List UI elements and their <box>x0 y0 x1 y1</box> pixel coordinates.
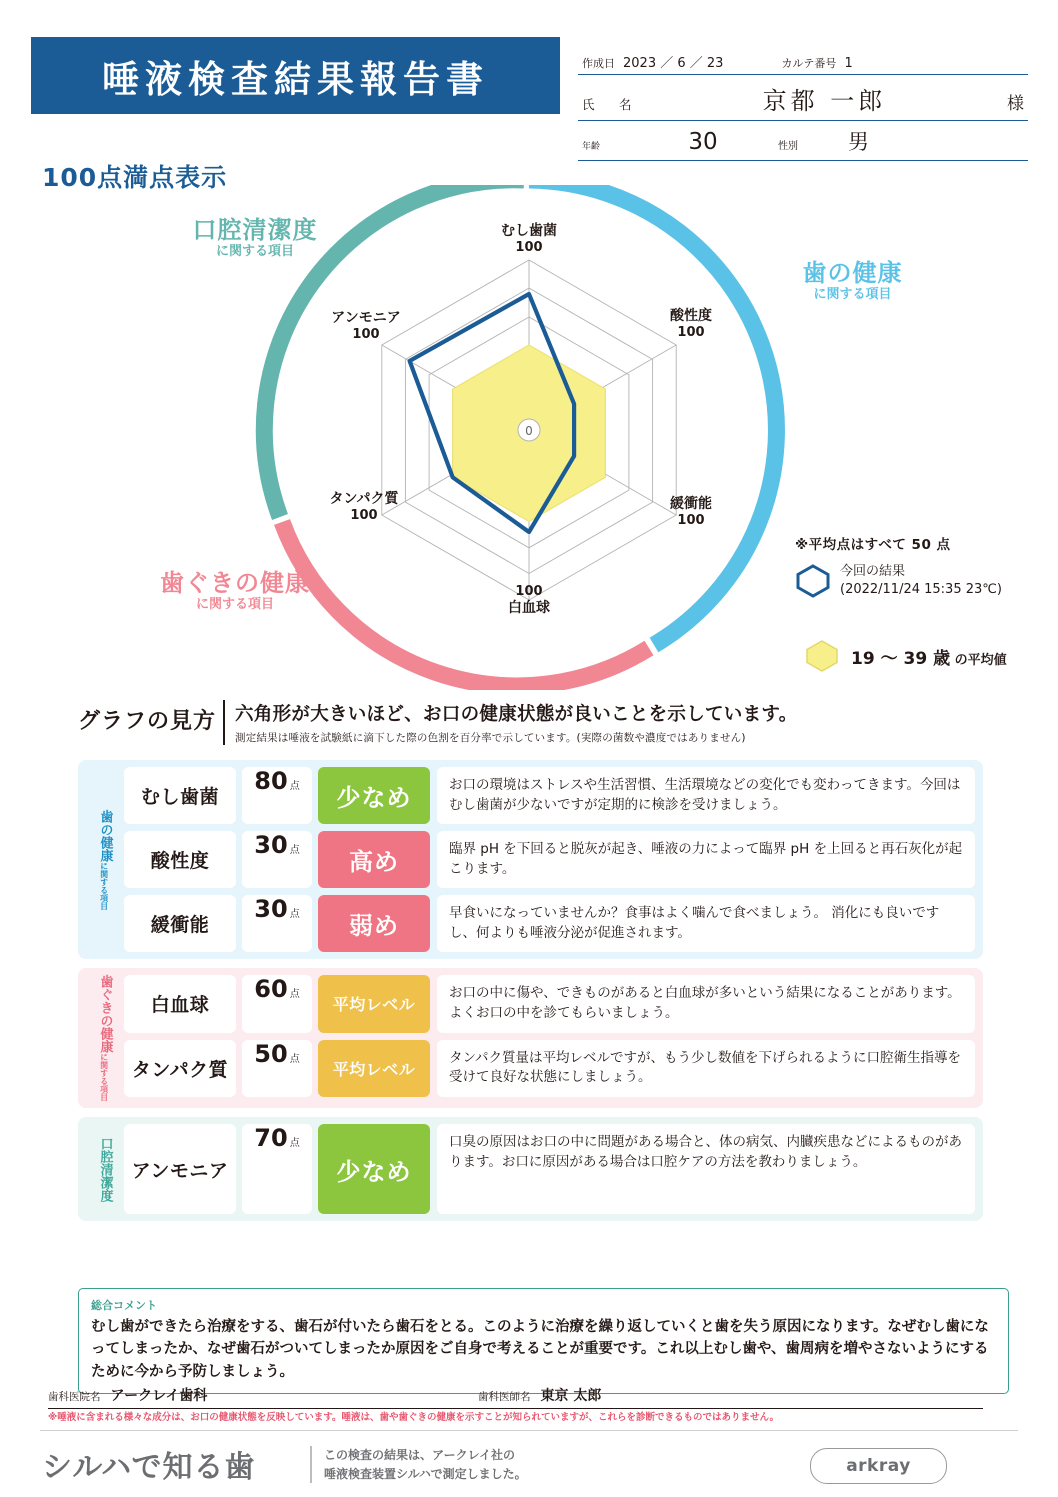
result-item-name: 緩衝能 <box>124 895 236 952</box>
group-label-gum-sub: に関する項目 <box>99 1053 109 1102</box>
result-group-oral <box>78 1117 983 1221</box>
result-judgement-badge <box>318 895 430 952</box>
legend-current-date: (2022/11/24 15:35 23℃) <box>840 581 1002 597</box>
svg-text:アンモニア: アンモニア <box>331 310 401 326</box>
footer-desc-line2: 唾液検査装置シルハで測定しました。 <box>324 1466 527 1481</box>
page-title: 唾液検査結果報告書 <box>102 57 489 101</box>
category-label-gum <box>115 570 355 613</box>
result-score-value: 70 <box>254 1124 288 1153</box>
result-item-name: アンモニア <box>124 1124 236 1214</box>
radar-chart-area <box>0 185 1058 690</box>
result-score <box>242 975 312 1032</box>
group-label-teeth-text: 歯の健康 <box>97 809 113 862</box>
result-score-value: 30 <box>254 895 288 924</box>
result-score <box>242 767 312 824</box>
result-judgement-badge <box>318 975 430 1032</box>
group-label-teeth-sub: に関する項目 <box>99 861 109 910</box>
svg-text:100: 100 <box>350 508 378 523</box>
result-judgement-badge <box>318 831 430 888</box>
svg-text:酸性度: 酸性度 <box>670 308 712 324</box>
sex-value: 男 <box>848 130 869 154</box>
name-label: 氏 名 <box>582 97 638 112</box>
disclaimer-text: ※唾液に含まれる様々な成分は、お口の健康状態を反映しています。唾液は、歯や歯ぐきの健康を示すことが知られていますが、これらを診断できるものではありません。 <box>48 1412 780 1423</box>
name-honorific: 様 <box>1007 94 1024 114</box>
how-to-read-line1: 六角形が大きいほど、お口の健康状態が良いことを示しています。 <box>235 704 798 725</box>
chart-no-label: カルテ番号 <box>781 57 837 70</box>
result-item-name: むし歯菌 <box>124 767 236 824</box>
group-label-oral-text: 口腔清潔度 <box>97 1136 113 1202</box>
how-to-read-title: グラフの見方 <box>78 709 217 734</box>
result-score-unit: 点 <box>289 781 300 792</box>
svg-text:100: 100 <box>352 327 380 342</box>
result-row <box>124 1124 975 1214</box>
how-to-read-section <box>78 700 983 745</box>
general-comment-text: むし歯ができたら治療をする、歯石が付いたら歯石をとる。このように治療を繰り返していくと歯を失う原因になります。なぜむし歯になってしまったか、なぜ歯石がついてしまったか原因をご自身で考えることが重要です。これ以上むし歯や、歯周病を増やさないようにするために今から予防しましょう。 <box>91 1319 989 1380</box>
group-label-teeth <box>84 767 124 952</box>
category-label-oral <box>150 217 360 260</box>
patient-header <box>578 52 1028 161</box>
footer-description <box>310 1446 527 1483</box>
result-score-value: 60 <box>254 975 288 1004</box>
result-score-unit: 点 <box>289 1053 300 1065</box>
header-meta-row <box>578 52 1028 71</box>
result-row <box>124 895 975 952</box>
created-date-label: 作成日 <box>582 57 615 70</box>
scale-note: 100点満点表示 <box>42 163 228 192</box>
result-judgement-badge <box>318 1124 430 1214</box>
clinic-name-value: アークレイ歯科 <box>110 1388 208 1404</box>
result-score <box>242 831 312 888</box>
svg-text:100: 100 <box>515 240 543 255</box>
clinic-signature-row <box>48 1385 983 1409</box>
created-date-value: 2023 ／ 6 ／ 23 <box>623 56 724 71</box>
result-comment: お口の中に傷や、できものがあると白血球が多いという結果になることがあります。よくお口の中を診てもらいましょう。 <box>437 975 975 1032</box>
svg-text:100: 100 <box>515 584 543 599</box>
result-score <box>242 1040 312 1097</box>
result-judgement-text: 少なめ <box>336 784 412 813</box>
result-comment: タンパク質量は平均レベルですが、もう少し数値を下げられるように口腔衛生指導を受けて良好な状態にしましょう。 <box>437 1040 975 1097</box>
category-oral-title: 口腔清潔度 <box>192 216 318 244</box>
result-comment: 早食いになっていませんか？食事はよく噛んで食べましょう。 消化にも良いですし、何よりも唾液分泌が促進されます。 <box>437 895 975 952</box>
result-item-name: 酸性度 <box>124 831 236 888</box>
result-judgement-text: 少なめ <box>336 1157 412 1186</box>
svg-text:緩衝能: 緩衝能 <box>670 496 712 512</box>
result-score-value: 50 <box>254 1039 288 1068</box>
category-oral-subtitle: に関する項目 <box>215 243 294 259</box>
result-score-value: 80 <box>254 767 288 795</box>
result-comment: 臨界 pH を下回ると脱灰が起き、唾液の力によって臨界 pH を上回ると再石灰化が起こります。 <box>437 831 975 888</box>
legend-avg-suffix: の平均値 <box>950 652 1007 668</box>
patient-attributes-row <box>578 121 1028 160</box>
result-judgement-text: 平均レベル <box>332 1059 416 1079</box>
result-group-teeth <box>78 760 983 959</box>
chart-legend-average <box>805 640 1007 672</box>
legend-avg-range: 19 ～ 39 歳 <box>851 648 951 669</box>
svg-text:100: 100 <box>677 513 705 528</box>
svg-text:むし歯菌: むし歯菌 <box>501 223 557 239</box>
result-judgement-text: 弱め <box>349 912 399 941</box>
category-gum-subtitle: に関する項目 <box>195 596 274 612</box>
result-score <box>242 895 312 952</box>
patient-name: 京都 一郎 <box>762 87 887 115</box>
result-judgement-badge <box>318 767 430 824</box>
result-row <box>124 767 975 824</box>
hexagon-filled-icon <box>805 640 839 672</box>
result-group-gum <box>78 968 983 1108</box>
category-teeth-title: 歯の健康 <box>802 259 903 287</box>
footer-desc-line1: この検査の結果は、アークレイ社の <box>324 1448 516 1462</box>
result-comment: お口の環境はストレスや生活習慣、生活環境などの変化でも変わってきます。今回はむし歯菌が少ないですが定期的に検診を受けましょう。 <box>437 767 975 824</box>
result-row <box>124 831 975 888</box>
page-footer <box>0 1430 1058 1497</box>
result-comment: 口臭の原因はお口の中に問題がある場合と、体の病気、内臓疾患などによるものがあります。お口に原因がある場合は口腔ケアの方法を教わりましょう。 <box>437 1124 975 1214</box>
result-item-name: 白血球 <box>124 975 236 1032</box>
footer-brand: シルハで知る歯 <box>42 1450 256 1485</box>
general-comment-label: 総合コメント <box>91 1299 157 1312</box>
result-item-name: タンパク質 <box>124 1040 236 1097</box>
group-label-oral <box>84 1124 124 1214</box>
report-title-box <box>31 37 560 114</box>
results-section <box>78 760 983 1230</box>
group-label-gum-text: 歯ぐきの健康 <box>97 975 113 1054</box>
result-row <box>124 975 975 1032</box>
result-judgement-badge <box>318 1040 430 1097</box>
result-score-unit: 点 <box>289 989 300 1001</box>
clinic-name-label: 歯科医院名 <box>48 1391 101 1403</box>
svg-text:タンパク質: タンパク質 <box>329 491 399 507</box>
result-score-unit: 点 <box>289 845 300 857</box>
hexagon-outline-icon <box>795 564 831 598</box>
category-label-teeth <box>745 260 960 303</box>
age-value: 30 <box>688 129 718 155</box>
svg-text:100: 100 <box>677 325 705 340</box>
result-judgement-text: 平均レベル <box>332 995 416 1015</box>
doctor-name-value: 東京 太郎 <box>540 1388 602 1404</box>
category-teeth-subtitle: に関する項目 <box>813 286 892 302</box>
result-score <box>242 1124 312 1214</box>
general-comment-box <box>78 1288 1009 1394</box>
result-row <box>124 1040 975 1097</box>
how-to-read-line2: 測定結果は唾液を試験紙に滴下した際の色割を百分率で示しています。(実際の菌数や濃度ではありません) <box>235 732 746 744</box>
patient-name-row <box>578 75 1028 120</box>
age-label: 年齢 <box>582 142 601 152</box>
result-score-unit: 点 <box>289 1138 300 1150</box>
result-judgement-text: 高め <box>349 848 399 877</box>
svg-text:0: 0 <box>525 424 533 438</box>
doctor-name-label: 歯科医師名 <box>478 1391 531 1403</box>
result-score-unit: 点 <box>289 909 300 921</box>
group-label-gum <box>84 975 124 1101</box>
sex-label: 性別 <box>778 141 798 152</box>
category-gum-title: 歯ぐきの健康 <box>160 569 310 597</box>
result-score-value: 30 <box>254 831 288 860</box>
chart-no-value: 1 <box>844 56 853 71</box>
legend-average-note: ※平均点はすべて 50 点 <box>795 537 951 553</box>
arkray-logo: arkray <box>810 1448 947 1484</box>
svg-text:白血球: 白血球 <box>508 600 550 616</box>
chart-legend <box>795 533 1045 598</box>
legend-current-label: 今回の結果 <box>840 564 906 579</box>
